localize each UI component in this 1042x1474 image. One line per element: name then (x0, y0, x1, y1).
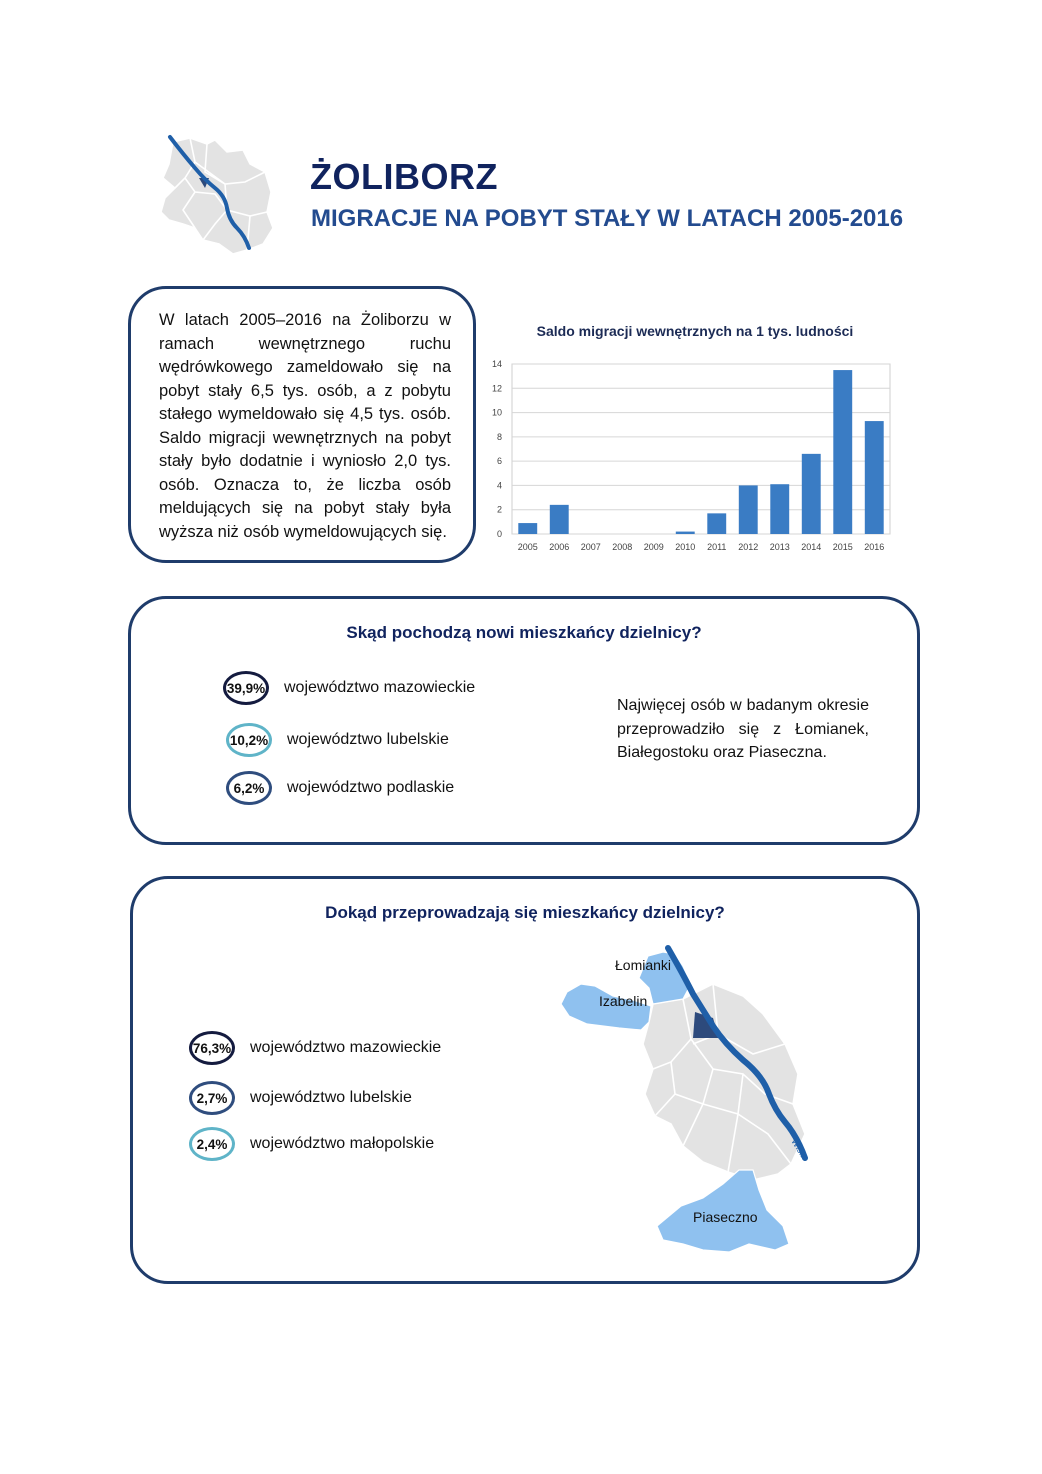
lomianki-label: Łomianki (615, 957, 672, 973)
y-tick-label: 10 (491, 407, 502, 418)
percent-badge: 2,7% (189, 1081, 235, 1115)
piaseczno-label: Piaseczno (693, 1209, 758, 1225)
percent-badge: 10,2% (226, 723, 272, 757)
from-item-podlaskie (226, 771, 454, 805)
region-label: województwo podlaskie (287, 779, 455, 796)
x-tick-label: 2013 (769, 542, 790, 552)
izabelin-label: Izabelin (599, 993, 648, 1009)
to-section-title: Dokąd przeprowadzają się mieszkańcy dzielnicy? (325, 903, 725, 922)
bar (676, 532, 695, 534)
x-tick-label: 2007 (580, 542, 601, 552)
x-tick-label: 2010 (675, 542, 696, 552)
bar (518, 523, 537, 534)
intro-paragraph: W latach 2005–2016 na Żoliborzu w ramach wewnętrznego ruchu wędrówkowego zameldowało się na pobyt stały 6,5 tys. osób, a z pobytu stałego wymeldowało się 4,5 tys. osób. Saldo migracji wewnętrznych na pobyt stały było dodatnie i wyniosło 2,0 tys. osób. Oznacza to, że liczba osób meldujących się na pobyt stały była wyższa niż osób wymeldowujących się. (159, 311, 451, 541)
region-label: województwo mazowieckie (250, 1039, 442, 1056)
region-label: województwo małopolskie (250, 1135, 435, 1152)
x-tick-label: 2005 (517, 542, 538, 552)
percent-badge: 76,3% (189, 1031, 235, 1065)
warsaw-district-map-icon (155, 132, 280, 257)
x-tick-label: 2015 (832, 542, 853, 552)
to-item-mazowieckie (189, 1031, 441, 1065)
y-tick-label: 6 (496, 456, 502, 467)
chart-title: Saldo migracji wewnętrznych na 1 tys. ludności (536, 323, 854, 339)
percent-badge: 6,2% (226, 771, 272, 805)
y-tick-label: 4 (496, 480, 502, 491)
region-label: województwo mazowieckie (284, 679, 476, 696)
x-tick-label: 2012 (738, 542, 759, 552)
page-subtitle: MIGRACJE NA POBYT STAŁY W LATACH 2005-2016 (311, 205, 904, 232)
percent-badge: 39,9% (223, 671, 269, 705)
y-tick-label: 14 (491, 359, 502, 369)
page-title: ŻOLIBORZ (310, 156, 498, 197)
y-tick-label: 12 (491, 383, 502, 394)
bar (739, 485, 758, 534)
percent-badge: 2,4% (189, 1127, 235, 1161)
from-item-lubelskie (226, 723, 449, 757)
from-item-mazowieckie (223, 671, 475, 705)
y-tick-label: 8 (496, 431, 502, 442)
x-tick-label: 2006 (549, 542, 570, 552)
migration-bar-chart (480, 350, 910, 565)
bar (770, 484, 789, 534)
warsaw-region-map (553, 944, 823, 1264)
river-label: Wisła (789, 1136, 810, 1161)
x-tick-label: 2009 (643, 542, 664, 552)
region-label: województwo lubelskie (287, 731, 449, 748)
y-tick-label: 2 (496, 504, 502, 515)
bar (865, 421, 884, 534)
region-label: województwo lubelskie (250, 1089, 412, 1106)
from-section-note: Najwięcej osób w badanym okresie przeprowadziło się z Łomianek, Białegostoku oraz Piaseczna. (617, 697, 869, 761)
to-section (130, 876, 920, 1284)
bar (802, 454, 821, 534)
bar (707, 513, 726, 534)
y-tick-label: 0 (496, 529, 502, 539)
x-tick-label: 2008 (612, 542, 633, 552)
to-item-malopolskie (189, 1127, 434, 1161)
intro-box (128, 286, 476, 563)
x-tick-label: 2014 (801, 542, 822, 552)
bar (550, 505, 569, 534)
to-item-lubelskie (189, 1081, 412, 1115)
x-tick-label: 2016 (864, 542, 885, 552)
from-section (128, 596, 920, 845)
bar (833, 370, 852, 534)
from-section-title: Skąd pochodzą nowi mieszkańcy dzielnicy? (346, 623, 702, 642)
x-tick-label: 2011 (707, 542, 727, 552)
